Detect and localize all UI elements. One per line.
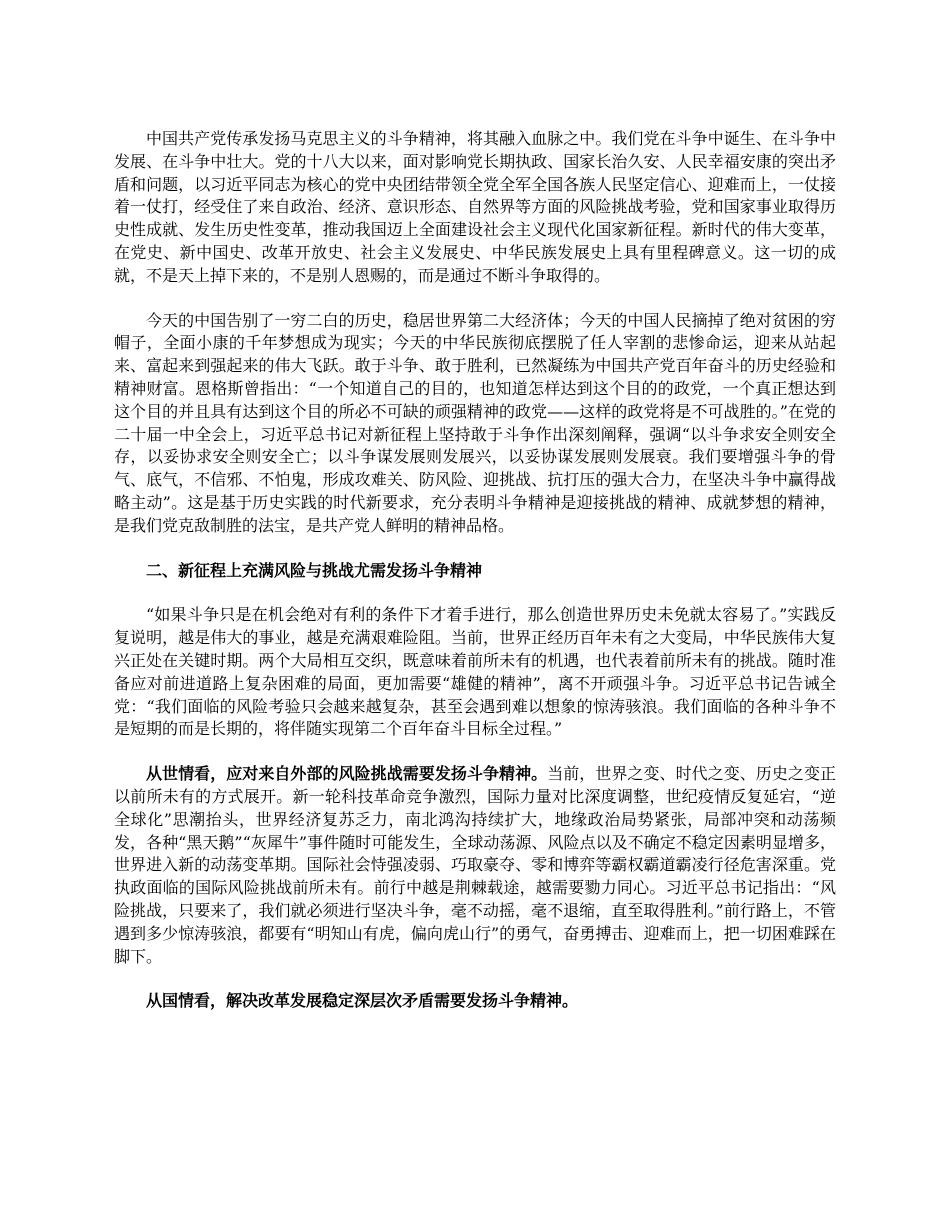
paragraph-gap	[114, 968, 836, 990]
document-page	[114, 128, 836, 1013]
paragraph-4-lead: 从世情看，应对来自外部的风险挑战需要发扬斗争精神。	[146, 764, 548, 784]
paragraph-5-lead: 从国情看，解决改革发展稳定深层次矛盾需要发扬斗争精神。	[146, 991, 579, 1011]
paragraph-5	[114, 990, 836, 1013]
paragraph-gap	[114, 288, 836, 310]
paragraph-gap	[114, 741, 836, 763]
paragraph-3: “如果斗争只是在机会绝对有利的条件下才着手进行，那么创造世界历史未免就太容易了。”实践反复说明，越是伟大的事业，越是充满艰难险阻。当前，世界正经历百年未有之大变局，中华民族伟大复兴正处在关键时期。两个大局相互交织，既意味着前所未有的机遇，也代表着前所未有的挑战。随时准备应对前进道路上复杂困难的局面，更加需要“雄健的精神”，离不开顽强斗争。习近平总书记告诫全党：“我们面临的风险考验只会越来越复杂，甚至会遇到难以想象的惊涛骇浪。我们面临的各种斗争不是短期的而是长期的，将伴随实现第二个百年奋斗目标全过程。”	[114, 605, 836, 739]
paragraph-1: 中国共产党传承发扬马克思主义的斗争精神，将其融入血脉之中。我们党在斗争中诞生、在斗争中发展、在斗争中壮大。党的十八大以来，面对影响党长期执政、国家长治久安、人民幸福安康的突出矛盾和问题，以习近平同志为核心的党中央团结带领全党全军全国各族人民坚定信心、迎难而上，一仗接着一仗打，经受住了来自政治、经济、意识形态、自然界等方面的风险挑战考验，党和国家事业取得历史性成就、发生历史性变革，推动我国迈上全面建设社会主义现代化国家新征程。新时代的伟大变革，在党史、新中国史、改革开放史、社会主义发展史、中华民族发展史上具有里程碑意义。这一切的成就，不是天上掉下来的，不是别人恩赐的，而是通过不断斗争取得的。	[114, 129, 836, 285]
section-heading-2: 二、新征程上充满风险与挑战尤需发扬斗争精神	[146, 560, 483, 580]
paragraph-gap	[114, 582, 836, 604]
paragraph-4-body: 当前，世界之变、时代之变、历史之变正以前所未有的方式展开。新一轮科技革命竞争激烈，国际力量对比深度调整，世纪疫情反复延宕，“逆全球化”思潮抬头，世界经济复苏乏力，南北鸿沟持续扩大，地缘政治局势紧张，局部冲突和动荡频发，各种“黑天鹅”“灰犀牛”事件随时可能发生，全球动荡源、风险点以及不确定不稳定因素明显增多，世界进入新的动荡变革期。国际社会恃强凌弱、巧取豪夺、零和博弈等霸权霸道霸凌行径危害深重。党执政面临的国际风险挑战前所未有。前行中越是荆棘载途，越需要勠力同心。习近平总书记指出：“风险挑战，只要来了，我们就必须进行坚决斗争，毫不动摇，毫不退缩，直至取得胜利。”前行路上，不管遇到多少惊涛骇浪，都要有“明知山有虎，偏向虎山行”的勇气，奋勇搏击、迎难而上，把一切困难踩在脚下。	[114, 764, 836, 966]
paragraph-gap	[114, 538, 836, 560]
paragraph-2: 今天的中国告别了一穷二白的历史，稳居世界第二大经济体；今天的中国人民摘掉了绝对贫困的穷帽子，全面小康的千年梦想成为现实；今天的中华民族彻底摆脱了任人宰割的悲惨命运，迎来从站起来、富起来到强起来的伟大飞跃。敢于斗争、敢于胜利，已然凝练为中国共产党百年奋斗的历史经验和精神财富。恩格斯曾指出：“一个知道自己的目的，也知道怎样达到这个目的的政党，一个真正想达到这个目的并且具有达到这个目的所必不可缺的顽强精神的政党——这样的政党将是不可战胜的。”在党的二十届一中全会上，习近平总书记对新征程上坚持敢于斗争作出深刻阐释，强调“以斗争求安全则安全存，以妥协求安全则安全亡；以斗争谋发展则发展兴，以妥协谋发展则发展衰。我们要增强斗争的骨气、底气，不信邪、不怕鬼，形成攻难关、防风险、迎挑战、抗打压的强大合力，在坚决斗争中赢得战略主动”。这是基于历史实践的时代新要求，充分表明斗争精神是迎接挑战的精神、成就梦想的精神，是我们党克敌制胜的法宝，是共产党人鲜明的精神品格。	[114, 310, 836, 535]
paragraph-4	[114, 763, 836, 968]
